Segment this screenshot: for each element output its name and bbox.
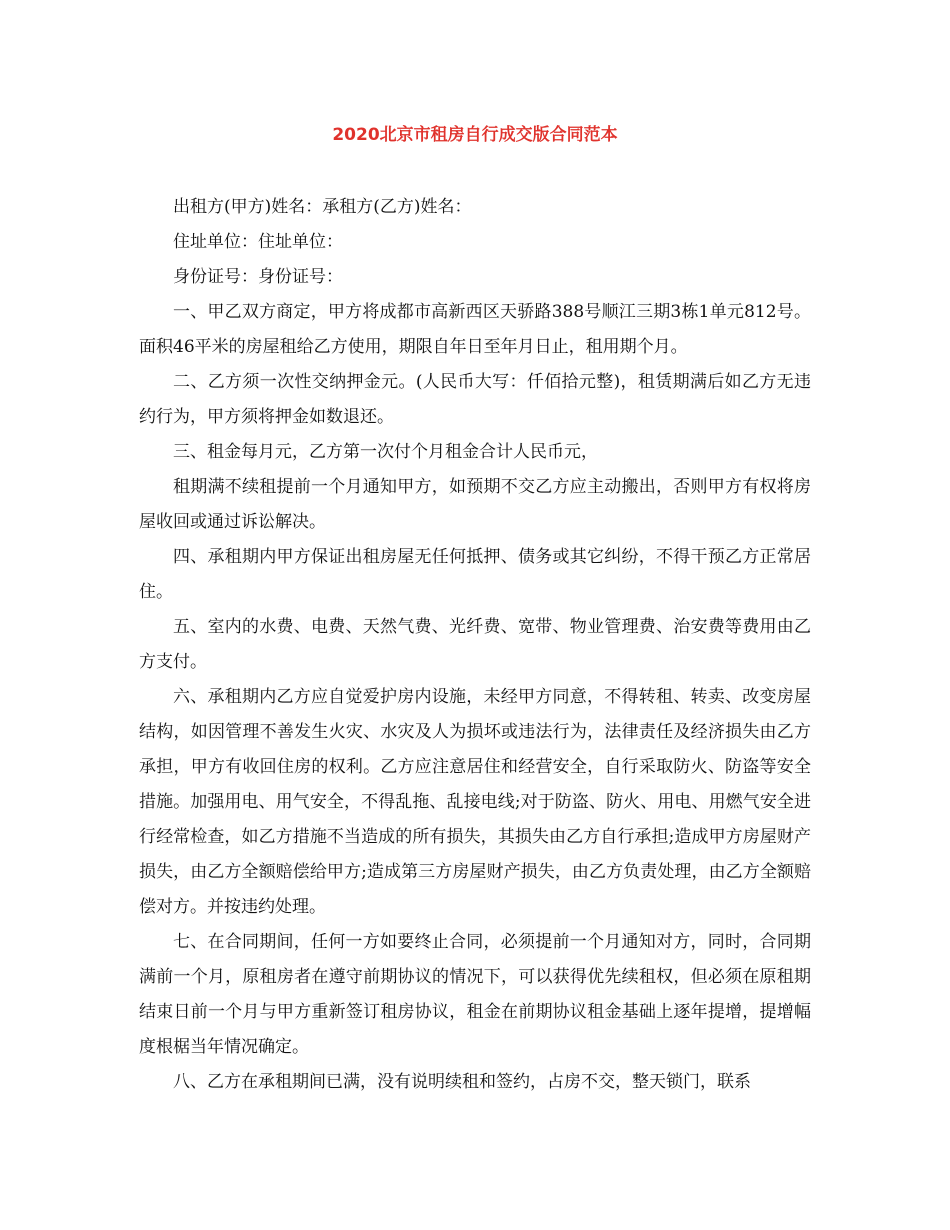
document-body <box>139 190 811 1100</box>
clause-3-continued: 租期满不续租提前一个月通知甲方，如预期不交乙方应主动搬出，否则甲方有权将房屋收回或通过诉讼解决。 <box>139 477 811 532</box>
document-title: 2020北京市租房自行成交版合同范本 <box>332 125 618 145</box>
clause-2: 二、乙方须一次性交纳押金元。(人民币大写：仟佰拾元整)，租赁期满后如乙方无违约行为，甲方须将押金如数退还。 <box>139 372 811 427</box>
clause-6: 六、承租期内乙方应自觉爱护房内设施，未经甲方同意，不得转租、转卖、改变房屋结构，如因管理不善发生火灾、水灾及人为损坏或违法行为，法律责任及经济损失由乙方承担，甲方有收回住房的权利。乙方应注意居住和经营安全，自行采取防火、防盗等安全措施。加强用电、用气安全，不得乱拖、乱接电线;对于防盗、防火、用电、用燃气安全进行经常检查，如乙方措施不当造成的所有损失，其损失由乙方自行承担;造成甲方房屋财产损失，由乙方全额赔偿给甲方;造成第三方房屋财产损失，由乙方负责处理，由乙方全额赔偿对方。并按违约处理。 <box>139 687 811 917</box>
clause-7: 七、在合同期间，任何一方如要终止合同，必须提前一个月通知对方，同时，合同期满前一个月，原租房者在遵守前期协议的情况下，可以获得优先续租权，但必须在原租期结束日前一个月与甲方重新签订租房协议，租金在前期协议租金基础上逐年提增，提增幅度根椐当年情况确定。 <box>139 932 811 1057</box>
clause-4: 四、承租期内甲方保证出租房屋无任何抵押、债务或其它纠纷，不得干预乙方正常居住。 <box>139 547 811 602</box>
address-line: 住址单位：住址单位： <box>173 232 343 252</box>
clause-8: 八、乙方在承租期间已满，没有说明续租和签约，占房不交，整天锁门，联系 <box>173 1072 751 1092</box>
clause-3: 三、租金每月元，乙方第一次付个月租金合计人民币元， <box>173 442 598 462</box>
clause-1: 一、甲乙双方商定，甲方将成都市高新西区天骄路388号顺江三期3栋1单元812号。面积46平米的房屋租给乙方使用，期限自年日至年月日止，租用期个月。 <box>139 302 811 357</box>
clause-5: 五、室内的水费、电费、天然气费、光纤费、宽带、物业管理费、治安费等费用由乙方支付。 <box>139 617 811 672</box>
id-number-line: 身份证号：身份证号： <box>173 267 343 287</box>
party-names-line: 出租方(甲方)姓名：承租方(乙方)姓名： <box>173 197 472 217</box>
